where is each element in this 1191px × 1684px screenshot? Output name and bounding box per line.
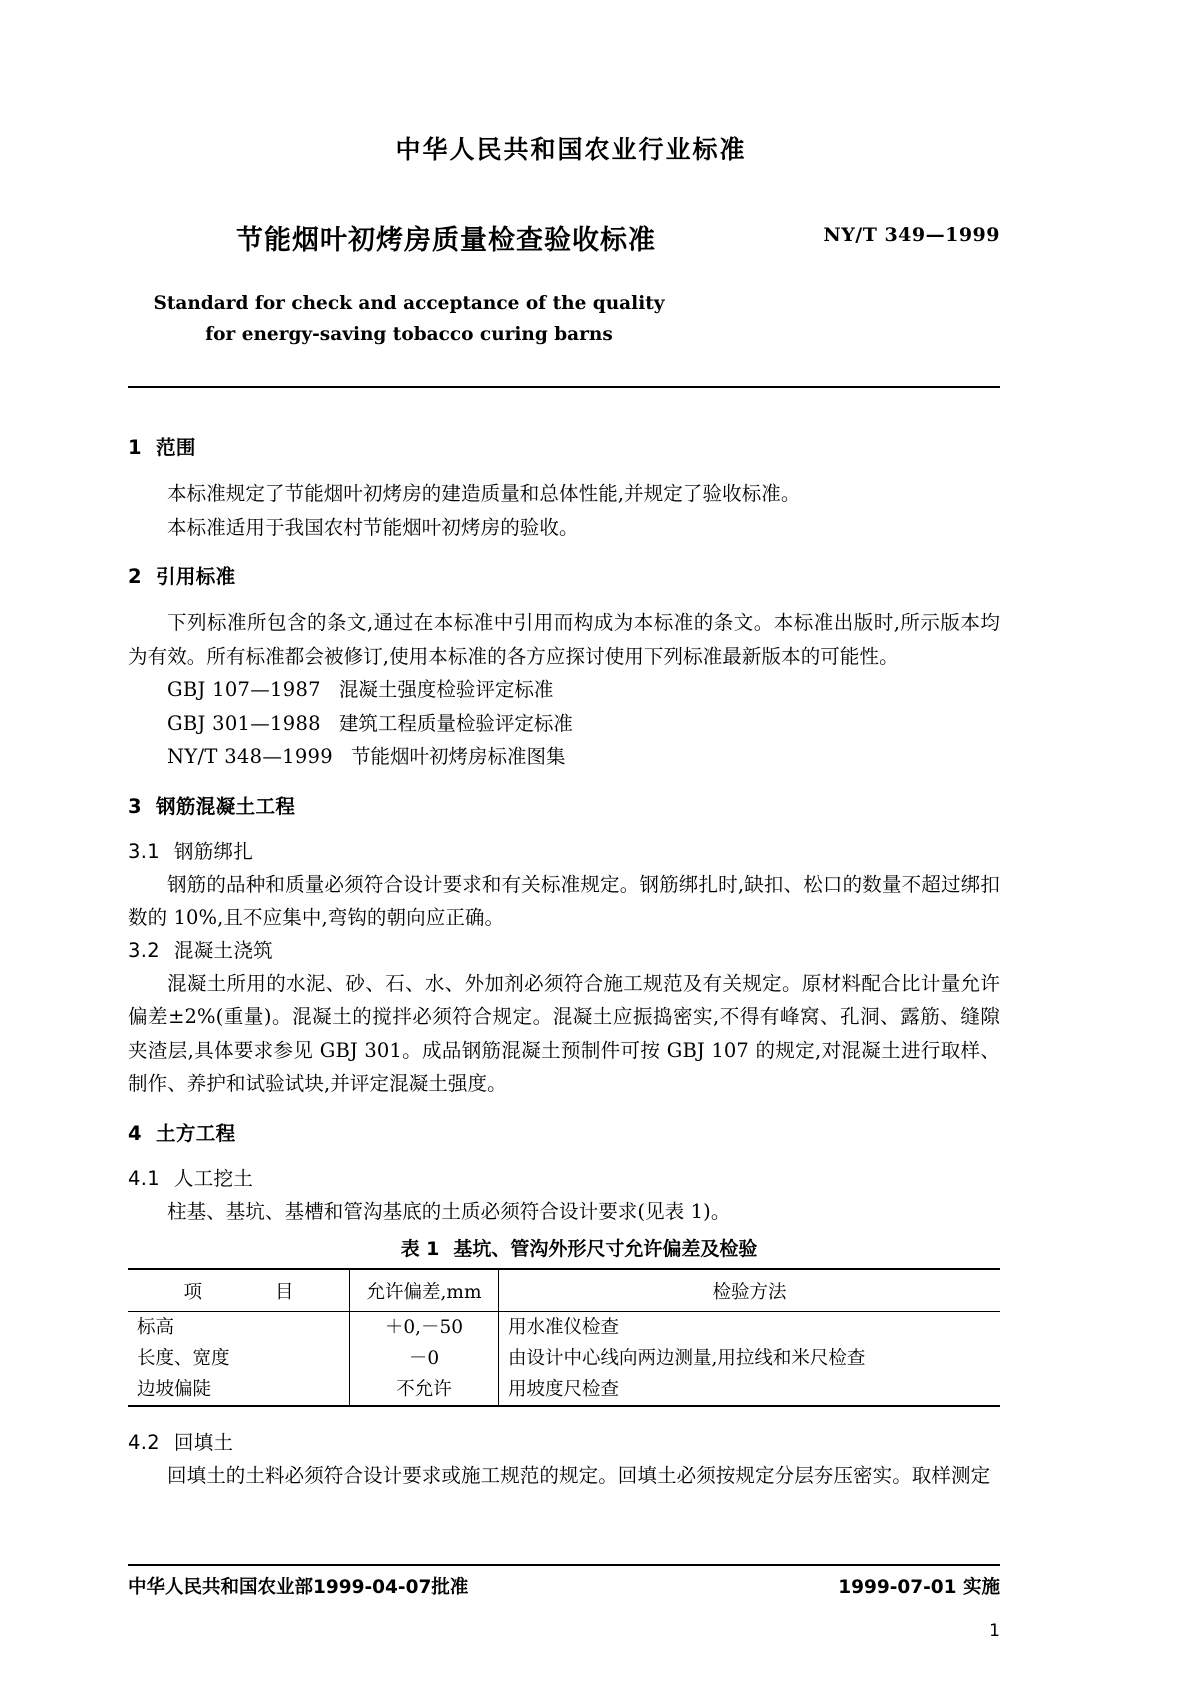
subsection-4-1-paragraph: 柱基、基坑、基槽和管沟基底的土质必须符合设计要求(见表 1)。 — [167, 1199, 731, 1223]
subsection-heading-4-2 — [128, 1427, 1000, 1455]
subsection-heading-3-2 — [128, 935, 1000, 963]
english-title — [128, 288, 1000, 350]
cell-item: 标高 — [128, 1312, 350, 1344]
table-1-title: 基坑、管沟外形尺寸允许偏差及检验 — [453, 1238, 758, 1260]
cell-item: 边坡偏陡 — [128, 1374, 350, 1406]
referenced-standards-list — [128, 673, 1000, 774]
section-title-2: 引用标准 — [155, 565, 236, 588]
subsection-number-3-1: 3.1 — [128, 839, 160, 863]
document-title: 节能烟叶初烤房质量检查验收标准 — [236, 225, 656, 256]
table-header-row — [128, 1269, 1000, 1312]
section-heading-4 — [128, 1118, 1000, 1146]
column-header-method: 检验方法 — [499, 1269, 1001, 1312]
subsection-4-2-paragraph: 回填土的土料必须符合设计要求或施工规范的规定。回填土必须按规定分层夯压密实。取样测定 — [167, 1464, 991, 1487]
list-item — [128, 673, 1000, 707]
section-title-3: 钢筋混凝土工程 — [155, 794, 296, 818]
english-title-line1: Standard for check and acceptance of the quality — [153, 293, 665, 314]
cell-method: 用水准仪检查 — [508, 1317, 620, 1338]
subsection-title-4-1: 人工挖土 — [173, 1166, 254, 1190]
title-row — [128, 218, 1000, 258]
reference-code: NY/T 348—1999 — [167, 745, 333, 768]
footer-row — [128, 1573, 1000, 1599]
table-1-caption — [128, 1234, 1000, 1261]
section-number-1: 1 — [128, 436, 142, 459]
table-row — [128, 1374, 1000, 1406]
approval-text: 中华人民共和国农业部1999-04-07批准 — [128, 1577, 469, 1598]
section-1-paragraph-2: 本标准适用于我国农村节能烟叶初烤房的验收。 — [167, 515, 579, 539]
section-heading-3 — [128, 791, 1000, 819]
cell-method: 由设计中心线向两边测量,用拉线和米尺检查 — [508, 1348, 866, 1369]
page-footer — [128, 1564, 1000, 1641]
cell-tolerance: ＋0,－50 — [350, 1312, 499, 1344]
section-number-4: 4 — [128, 1121, 142, 1145]
reference-name: 混凝土强度检验评定标准 — [338, 678, 554, 701]
subsection-3-1-paragraph: 钢筋的品种和质量必须符合设计要求和有关标准规定。钢筋绑扎时,缺扣、松口的数量不超过绑扣数的 10%,且不应集中,弯钩的朝向应正确。 — [128, 872, 1000, 929]
subsection-number-4-1: 4.1 — [128, 1166, 160, 1190]
document-body — [128, 432, 1000, 1493]
column-header-item: 项 目 — [128, 1269, 350, 1312]
reference-code: GBJ 107—1987 — [167, 678, 321, 701]
implementation-text: 1999-07-01 实施 — [838, 1577, 1000, 1598]
footer-divider — [128, 1564, 1000, 1566]
section-number-2: 2 — [128, 565, 142, 588]
list-item — [128, 740, 1000, 774]
column-header-tolerance: 允许偏差,mm — [350, 1269, 499, 1312]
table-1 — [128, 1268, 1000, 1407]
page-content — [128, 0, 1000, 1493]
table-1-number: 表 1 — [400, 1238, 440, 1260]
section-title-4: 土方工程 — [155, 1121, 236, 1145]
section-1-paragraph-1: 本标准规定了节能烟叶初烤房的建造质量和总体性能,并规定了验收标准。 — [167, 482, 801, 505]
subsection-heading-3-1 — [128, 836, 1000, 864]
subsection-title-4-2: 回填土 — [173, 1431, 234, 1454]
reference-code: GBJ 301—1988 — [167, 711, 321, 735]
subsection-heading-4-1 — [128, 1163, 1000, 1191]
subsection-number-4-2: 4.2 — [128, 1431, 160, 1454]
reference-name: 节能烟叶初烤房标准图集 — [350, 745, 566, 768]
section-2-paragraph-1: 下列标准所包含的条文,通过在本标准中引用而构成为本标准的条文。本标准出版时,所示版本均为有效。所有标准都会被修订,使用本标准的各方应探讨使用下列标准最新版本的可能性。 — [128, 611, 1000, 668]
subsection-3-2-paragraph: 混凝土所用的水泥、砂、石、水、外加剂必须符合施工规范及有关规定。原材料配合比计量允许偏差±2%(重量)。混凝土的搅拌必须符合规定。混凝土应振捣密实,不得有峰窝、孔洞、露筋、缝隙夹渣层,具体要求参见 GBJ 301。成品钢筋混凝土预制件可按 GBJ 107 的规定,对混凝土进行取样、制作、养护和试验试块,并评定混凝土强度。 — [128, 971, 1000, 1095]
cell-method: 用坡度尺检查 — [499, 1374, 1001, 1406]
issuing-body: 中华人民共和国农业行业标准 — [395, 135, 747, 164]
header-divider — [128, 386, 1000, 388]
section-number-3: 3 — [128, 794, 142, 818]
list-item — [128, 707, 1000, 741]
subsection-title-3-2: 混凝土浇筑 — [173, 938, 273, 962]
cell-tolerance: 不允许 — [350, 1374, 499, 1406]
reference-name: 建筑工程质量检验评定标准 — [338, 711, 573, 735]
table-row — [128, 1312, 1000, 1344]
cell-item: 长度、宽度 — [128, 1343, 350, 1374]
subsection-title-3-1: 钢筋绑扎 — [173, 839, 254, 863]
section-heading-2 — [128, 561, 1000, 589]
section-title-1: 范围 — [155, 436, 196, 459]
standard-number: NY/T 349—1999 — [823, 224, 1000, 246]
english-title-line2: for energy-saving tobacco curing barns — [205, 324, 613, 345]
subsection-number-3-2: 3.2 — [128, 938, 160, 962]
table-row — [128, 1343, 1000, 1374]
section-heading-1 — [128, 432, 1000, 460]
page-number: 1 — [989, 1621, 1000, 1641]
cell-tolerance: －0 — [350, 1343, 499, 1374]
